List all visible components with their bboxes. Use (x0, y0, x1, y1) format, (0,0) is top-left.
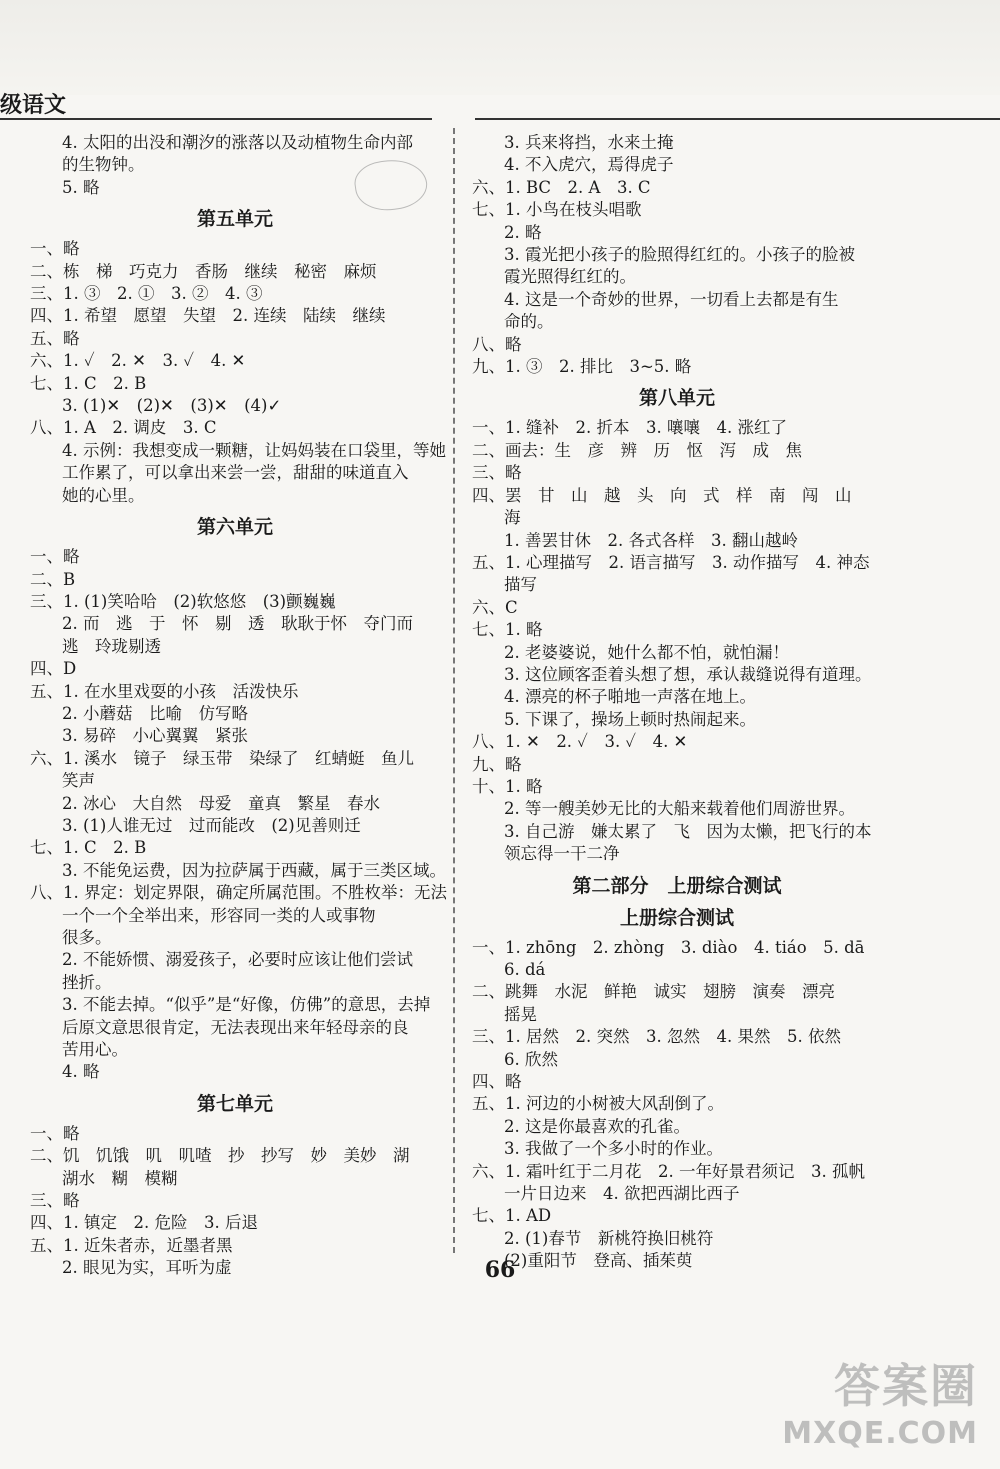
answer-line: 三、略 (472, 463, 522, 483)
answer-line: 三、略 (30, 1191, 80, 1211)
answer-line: 二、B (30, 569, 76, 589)
answer-line: 描写 (504, 575, 537, 595)
answer-line: 七、1. AD (472, 1206, 552, 1226)
answer-line: 4. 太阳的出没和潮汐的涨落以及动植物生命内部 (62, 133, 413, 152)
answer-line: 2. 小蘑菇 比喻 仿写略 (62, 703, 248, 723)
header-strip (0, 0, 1000, 95)
answer-line: 后原文意思很肯定，无法表现出来年轻母亲的良 (62, 1017, 409, 1037)
answer-line: 五、1. 在水里戏耍的小孩 活泼快乐 (30, 681, 299, 701)
answer-line: 八、略 (472, 334, 522, 354)
watermark-name: 答案圈 (834, 1359, 978, 1413)
answer-line: 七、1. C 2. B (30, 373, 147, 393)
answer-line: 四、1. 镇定 2. 危险 3. 后退 (30, 1213, 258, 1233)
answer-line: 的生物钟。 (62, 155, 145, 175)
answer-line: 一、略 (30, 547, 80, 567)
answer-line: 3. 不能免运费，因为拉萨属于西藏，属于三类区域。 (62, 860, 446, 880)
answer-line: 四、D (30, 659, 77, 679)
answer-line: 六、C (472, 597, 518, 617)
answer-line: 海 (504, 508, 521, 528)
answer-line: 一片日边来 4. 欲把西湖比西子 (504, 1184, 740, 1204)
answer-line: 2. 老婆婆说，她什么都不怕，就怕漏！ (504, 642, 789, 662)
answer-line: 4. 示例：我想变成一颗糖，让妈妈装在口袋里，等她 (62, 440, 446, 460)
answer-line: 四、1. 希望 愿望 失望 2. 连续 陆续 继续 (30, 306, 386, 326)
answer-line: 一、略 (30, 1123, 80, 1143)
answer-line: 九、略 (472, 754, 522, 774)
answer-line: 二、饥 饥饿 叽 叽喳 抄 抄写 妙 美妙 湖 (30, 1146, 410, 1166)
answer-line: 二、画去：生 彦 辨 历 怄 泻 成 焦 (472, 440, 802, 460)
left-answer-column (30, 132, 447, 1280)
answer-line: 3. 兵来将挡，水来土掩 (504, 133, 674, 152)
answer-line: 湖水 糊 模糊 (62, 1168, 178, 1188)
answer-line: 3. 自己游 嫌太累了 飞 因为太懒，把飞行的本 (504, 821, 872, 841)
answer-line: 很多。 (62, 928, 112, 947)
answer-line: 4. 这是一个奇妙的世界，一切看上去都是有生 (504, 289, 839, 309)
answer-line: 2. 而 逃 于 怀 剔 透 耿耿于怀 夺门而 (62, 614, 413, 634)
book-subject-title: 级语文 (0, 92, 67, 118)
answer-line: 领忘得一干二净 (504, 844, 620, 864)
answer-line: 三、1. ③ 2. ① 3. ② 4. ③ (30, 284, 263, 304)
answer-line: 霞光照得红红的。 (504, 267, 636, 287)
answer-line: 她的心里。 (62, 485, 145, 505)
right-answer-column (472, 132, 882, 1273)
answer-line: 2. 等一艘美妙无比的大船来载着他们周游世界。 (504, 799, 855, 819)
watermark (782, 1350, 978, 1451)
answer-line: 3. 易碎 小心翼翼 紧张 (62, 726, 248, 746)
answer-line: 六、1. 溪水 镜子 绿玉带 染绿了 红蜻蜓 鱼儿 (30, 748, 414, 768)
right-header-rule (475, 118, 1000, 120)
answer-line: 2. 不能娇惯、溺爱孩子，必要时应该让他们尝试 (62, 950, 413, 970)
answer-line: 3. (1)✕ (2)✕ (3)✕ (4)✓ (62, 396, 282, 416)
answer-line: 五、略 (30, 328, 80, 348)
answer-line: 5. 下课了，操场上顿时热闹起来。 (504, 709, 756, 729)
answer-line: 五、1. 河边的小树被大风刮倒了。 (472, 1094, 724, 1114)
answer-line: 八、1. ✕ 2. ✓ 3. ✓ 4. ✕ (472, 732, 688, 752)
answer-line: 七、1. C 2. B (30, 838, 147, 858)
answer-line: 十、1. 略 (472, 776, 543, 796)
answer-line: 命的。 (504, 312, 554, 332)
answer-line: 六、1. 霜叶红于二月花 2. 一年好景君须记 3. 孤帆 (472, 1161, 865, 1181)
answer-line: 1. 善罢甘休 2. 各式各样 3. 翻山越岭 (504, 530, 798, 550)
watermark-site: MXQE.COM (782, 1416, 978, 1451)
answer-line: 七、1. 略 (472, 620, 543, 640)
answer-line: 逃 玲珑剔透 (62, 636, 161, 656)
answer-line: 挫折。 (62, 972, 112, 992)
answer-line: 3. (1)人谁无过 过而能改 (2)见善则迁 (62, 815, 361, 835)
answer-line: (2)重阳节 登高、插茱萸 (504, 1251, 693, 1271)
answer-line: 5. 略 (62, 177, 100, 197)
answer-line: 笑声 (62, 771, 95, 791)
answer-line: 四、罢 甘 山 越 头 向 式 样 南 闯 山 (472, 485, 852, 505)
answer-line: 二、栋 梯 巧克力 香肠 继续 秘密 麻烦 (30, 261, 377, 281)
unit-heading: 第五单元 (196, 208, 273, 231)
answer-line: 2. 略 (504, 222, 542, 242)
answer-line: 七、1. 小鸟在枝头唱歌 (472, 200, 642, 220)
answer-line: 五、1. 心理描写 2. 语言描写 3. 动作描写 4. 神态 (472, 552, 870, 572)
answer-line: 2. 这是你最喜欢的孔雀。 (504, 1116, 690, 1136)
answer-line: 4. 略 (62, 1062, 100, 1082)
answer-line: 6. dá (504, 960, 546, 979)
answer-line: 3. 这位顾客歪着头想了想，承认裁缝说得有道理。 (504, 664, 872, 684)
unit-heading: 第八单元 (638, 387, 715, 410)
answer-line: 4. 漂亮的杯子啪地一声落在地上。 (504, 687, 756, 707)
answer-line: 六、1. ✓ 2. ✕ 3. ✓ 4. ✕ (30, 351, 246, 371)
answer-line: 2. 冰心 大自然 母爱 童真 繁星 春水 (62, 793, 380, 813)
answer-line: 3. 我做了一个多小时的作业。 (504, 1139, 723, 1159)
answer-line: 一、略 (30, 239, 80, 259)
page-number: 66 (484, 1257, 516, 1283)
answer-line: 摇晃 (504, 1004, 537, 1024)
answer-line: 4. 不入虎穴，焉得虎子 (504, 155, 674, 175)
answer-line: 一、1. zhōng 2. zhòng 3. diào 4. tiáo 5. dā (472, 937, 865, 957)
answer-line: 一个一个全举出来，形容同一类的人或事物 (62, 905, 376, 925)
answer-line: 3. 霞光把小孩子的脸照得红红的。小孩子的脸被 (504, 245, 855, 265)
answer-line: 3. 不能去掉。“似乎”是“好像，仿佛”的意思，去掉 (62, 995, 431, 1015)
answer-line: 八、1. A 2. 调皮 3. C (30, 418, 217, 438)
unit-heading: 第二部分 上册综合测试 (572, 874, 782, 897)
answer-line: 三、1. (1)笑哈哈 (2)软悠悠 (3)颤巍巍 (30, 591, 336, 611)
answer-line: 苦用心。 (62, 1040, 128, 1060)
unit-heading: 上册综合测试 (619, 906, 734, 929)
answer-line: 二、跳舞 水泥 鲜艳 诚实 翅膀 演奏 漂亮 (472, 982, 835, 1002)
answer-line: 一、1. 缝补 2. 折本 3. 嚷嚷 4. 涨红了 (472, 418, 787, 438)
answer-line: 六、1. BC 2. A 3. C (472, 177, 651, 197)
answer-line: 八、1. 界定：划定界限，确定所属范围。不胜枚举：无法 (30, 883, 447, 903)
answer-line: 五、1. 近朱者赤，近墨者黑 (30, 1235, 233, 1255)
answer-line: 6. 欣然 (504, 1049, 558, 1069)
unit-heading: 第七单元 (196, 1092, 273, 1115)
column-divider (453, 128, 455, 1253)
answer-line: 2. 眼见为实，耳听为虚 (62, 1258, 232, 1278)
answer-line: 三、1. 居然 2. 突然 3. 忽然 4. 果然 5. 依然 (472, 1027, 841, 1047)
unit-heading: 第六单元 (196, 516, 273, 539)
answer-line: 2. (1)春节 新桃符换旧桃符 (504, 1228, 714, 1248)
answer-line: 工作累了，可以拿出来尝一尝，甜甜的味道直入 (62, 463, 409, 483)
left-header-rule (0, 118, 432, 120)
answer-line: 四、略 (472, 1072, 522, 1092)
answer-line: 九、1. ③ 2. 排比 3~5. 略 (472, 357, 692, 377)
